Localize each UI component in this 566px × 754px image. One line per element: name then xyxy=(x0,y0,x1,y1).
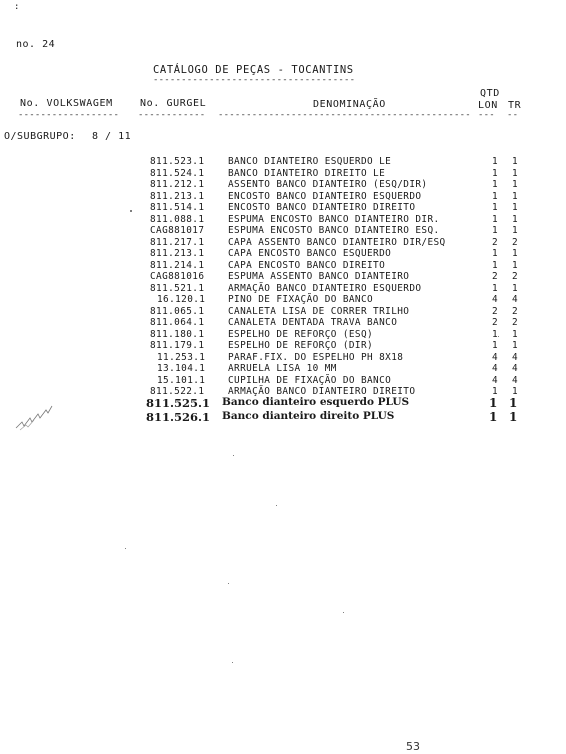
part-code: 16.120.1 xyxy=(157,294,206,305)
qty-lon: 2 xyxy=(492,305,499,317)
qty-lon: 1 xyxy=(492,282,499,294)
qty-lon: 2 xyxy=(492,236,499,248)
part-code: 811.088.1 xyxy=(150,213,205,225)
qty-tr: 1 xyxy=(512,225,519,236)
list-item xyxy=(0,248,566,259)
qty-lon: 1 xyxy=(492,340,499,351)
part-description: ENCOSTO BANCO DIANTEIRO ESQUERDO xyxy=(228,190,422,202)
scan-speck xyxy=(276,505,277,506)
qty-lon: 2 xyxy=(492,271,499,282)
qty-tr: 1 xyxy=(512,167,519,179)
part-code: 15.101.1 xyxy=(157,374,206,386)
part-code: 811.065.1 xyxy=(150,305,205,317)
part-code: 811.525.1 xyxy=(146,396,211,410)
header-rule-tr: -- xyxy=(507,110,519,120)
list-item xyxy=(0,237,566,248)
part-code: 811.524.1 xyxy=(150,167,205,179)
list-item xyxy=(0,375,566,386)
qty-lon: 1 xyxy=(492,202,499,213)
header-rule-gurgel: ------------ xyxy=(138,110,206,120)
list-item xyxy=(0,260,566,271)
column-header-lon: LON xyxy=(478,100,498,111)
part-description: CAPA ASSENTO BANCO DIANTEIRO DIR/ESQ xyxy=(228,236,446,248)
part-description: CUPILHA DE FIXAÇÃO DO BANCO xyxy=(228,374,392,386)
qty-lon: 4 xyxy=(492,294,499,305)
qty-tr: 2 xyxy=(512,317,519,328)
part-code: 811.213.1 xyxy=(150,190,205,202)
scan-speck xyxy=(228,583,229,584)
qty-lon: 1 xyxy=(492,190,499,202)
part-code: 811.064.1 xyxy=(150,317,205,328)
list-item xyxy=(0,352,566,363)
qty-tr: 2 xyxy=(512,305,519,317)
part-description: BANCO DIANTEIRO ESQUERDO LE xyxy=(228,156,392,167)
part-code: 811.213.1 xyxy=(150,248,205,259)
list-item-handwritten xyxy=(0,410,566,424)
qty-tr: 4 xyxy=(512,351,519,363)
part-code: 11.253.1 xyxy=(157,351,206,363)
title-underline: ------------------------------------ xyxy=(153,75,356,85)
qty-lon: 1 xyxy=(492,386,499,397)
scan-speck xyxy=(343,612,344,613)
column-header-gurgel: No. GURGEL xyxy=(140,98,207,109)
qty-tr: 1 xyxy=(509,410,518,424)
qty-lon: 1 xyxy=(492,248,499,259)
qty-lon: 4 xyxy=(492,351,499,363)
scan-speck xyxy=(130,210,132,212)
part-description: PARAF.FIX. DO ESPELHO PH 8X18 xyxy=(228,351,404,363)
list-item xyxy=(0,294,566,305)
part-code: 811.523.1 xyxy=(150,156,205,167)
qty-tr: 1 xyxy=(509,396,518,410)
part-description: PINO DE FIXAÇÃO DO BANCO xyxy=(228,294,374,305)
column-header-volkswagen: No. VOLKSWAGEM xyxy=(20,98,113,109)
qty-tr: 1 xyxy=(512,259,519,271)
header-rule-volkswagen: ------------------ xyxy=(18,110,120,120)
list-item xyxy=(0,179,566,190)
part-description: CAPA ENCOSTO BANCO ESQUERDO xyxy=(228,248,392,259)
list-item xyxy=(0,191,566,202)
scan-speck xyxy=(498,336,499,337)
list-item xyxy=(0,306,566,317)
part-description: ENCOSTO BANCO DIANTEIRO DIREITO xyxy=(228,202,416,213)
list-item xyxy=(0,168,566,179)
qty-tr: 1 xyxy=(512,282,519,294)
part-description: ESPUMA ENCOSTO BANCO DIANTEIRO ESQ. xyxy=(228,225,440,236)
scan-speck xyxy=(125,548,126,549)
qty-tr: 1 xyxy=(512,156,519,167)
subgroup-value: 8 / 11 xyxy=(92,131,132,142)
qty-lon: 2 xyxy=(492,317,499,328)
list-item xyxy=(0,317,566,328)
part-description: ESPELHO DE REFORÇO (DIR) xyxy=(228,340,374,351)
qty-tr: 1 xyxy=(512,248,519,259)
part-code: 811.217.1 xyxy=(150,236,205,248)
part-description: ARRUELA LISA 10 MM xyxy=(228,363,337,374)
list-item-handwritten xyxy=(0,396,566,410)
part-description: CANALETA DENTADA TRAVA BANCO xyxy=(228,317,398,328)
qty-tr: 4 xyxy=(512,294,519,305)
part-description: ASSENTO BANCO DIANTEIRO (ESQ/DIR) xyxy=(228,179,428,190)
qty-lon: 4 xyxy=(492,363,499,374)
qty-lon: 1 xyxy=(492,179,499,190)
part-description: BANCO DIANTEIRO DIREITO LE xyxy=(228,167,386,179)
scribble-mark xyxy=(14,400,54,432)
list-item xyxy=(0,214,566,225)
part-description: CANALETA LISA DE CORRER TRILHO xyxy=(228,305,410,317)
part-description: ARMAÇÃO BANCO DIANTEIRO DIREITO xyxy=(228,386,416,397)
qty-lon: 4 xyxy=(492,374,499,386)
list-item xyxy=(0,283,566,294)
qty-lon: 1 xyxy=(492,259,499,271)
list-item xyxy=(0,363,566,374)
column-header-tr: TR xyxy=(508,100,522,111)
catalog-title: CATÁLOGO DE PEÇAS - TOCANTINS xyxy=(153,64,354,76)
scan-speck xyxy=(233,455,234,456)
scan-speck xyxy=(232,662,233,663)
qty-lon: 1 xyxy=(492,167,499,179)
qty-tr: 1 xyxy=(512,202,519,213)
part-code: 811.214.1 xyxy=(150,259,205,271)
qty-tr: 1 xyxy=(512,213,519,225)
qty-lon: 1 xyxy=(489,396,498,410)
list-item xyxy=(0,271,566,282)
list-item xyxy=(0,156,566,167)
part-code: 13.104.1 xyxy=(157,363,206,374)
part-code: 811.180.1 xyxy=(150,328,205,340)
qty-tr: 2 xyxy=(512,271,519,282)
qty-tr: 1 xyxy=(512,340,519,351)
qty-tr: 1 xyxy=(512,179,519,190)
qty-tr: 1 xyxy=(512,328,519,340)
header-rule-description: --------------------------------------------- xyxy=(218,110,471,120)
list-item xyxy=(0,225,566,236)
qty-lon: 1 xyxy=(492,156,499,167)
footer-page-mark: 53 xyxy=(406,740,420,753)
qty-tr: 1 xyxy=(512,386,519,397)
part-description: Banco dianteiro esquerdo PLUS xyxy=(222,396,410,408)
top-mark: : xyxy=(14,2,20,12)
page-number-label: no. 24 xyxy=(16,39,56,50)
qty-tr: 4 xyxy=(512,363,519,374)
qty-tr: 4 xyxy=(512,374,519,386)
part-code: 811.212.1 xyxy=(150,179,205,190)
qty-lon: 1 xyxy=(489,410,498,424)
column-header-description: DENOMINAÇÃO xyxy=(313,99,386,110)
part-code: 811.526.1 xyxy=(146,410,211,424)
header-rule-lon: --- xyxy=(478,110,495,120)
list-item xyxy=(0,340,566,351)
part-code: 811.521.1 xyxy=(150,282,205,294)
part-code: 811.522.1 xyxy=(150,386,205,397)
qty-tr: 2 xyxy=(512,236,519,248)
qty-lon: 1 xyxy=(492,225,499,236)
list-item xyxy=(0,202,566,213)
subgroup-label: O/SUBGRUPO: xyxy=(4,131,76,142)
part-description: ESPELHO DE REFORÇO (ESQ) xyxy=(228,328,374,340)
column-header-qtd: QTD xyxy=(480,88,500,99)
part-code: CAG881017 xyxy=(150,225,205,236)
part-code: 811.179.1 xyxy=(150,340,205,351)
part-code: 811.514.1 xyxy=(150,202,205,213)
part-description: ARMAÇÃO BANCO DIANTEIRO ESQUERDO xyxy=(228,282,422,294)
qty-tr: 1 xyxy=(512,190,519,202)
part-description: CAPA ENCOSTO BANCO DIREITO xyxy=(228,259,386,271)
part-description: ESPUMA ENCOSTO BANCO DIANTEIRO DIR. xyxy=(228,213,440,225)
part-description: Banco dianteiro direito PLUS xyxy=(222,410,395,422)
part-description: ESPUMA ASSENTO BANCO DIANTEIRO xyxy=(228,271,410,282)
qty-lon: 1 xyxy=(492,328,499,340)
qty-lon: 1 xyxy=(492,213,499,225)
part-code: CAG881016 xyxy=(150,271,205,282)
list-item xyxy=(0,329,566,340)
